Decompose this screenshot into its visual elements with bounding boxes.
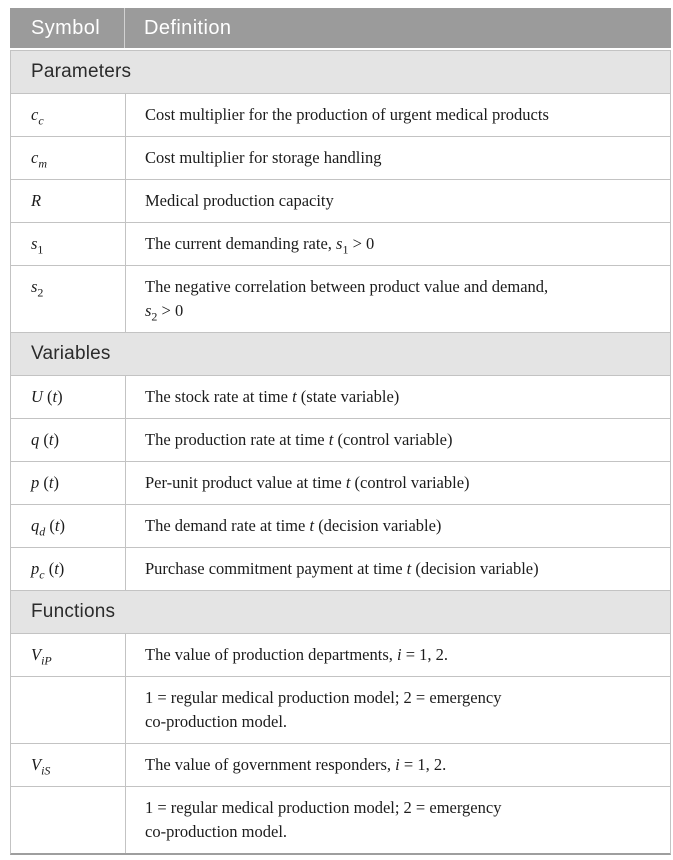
- symbol-cell: p (t): [31, 473, 59, 492]
- symbol-cell: q (t): [31, 430, 59, 449]
- definition-cell: Per-unit product value at time t (control variable): [125, 462, 670, 504]
- table-row: [11, 462, 670, 505]
- table-row: [11, 744, 670, 787]
- symbol-cell: $s_2$: [31, 277, 44, 300]
- table-row: [11, 266, 670, 333]
- symbol-cell: $c_m$: [31, 148, 47, 171]
- section-header-row-variables: Variables: [11, 333, 670, 376]
- definition-cell: The value of government responders, i = 1, 2.: [125, 744, 670, 786]
- table-header-row: [10, 8, 671, 48]
- symbol-cell: U (t): [31, 387, 63, 406]
- table-row: [11, 223, 670, 266]
- symbol-cell: $q_d$ (t): [31, 516, 65, 539]
- table-row: [11, 677, 670, 744]
- definition-cell: The demand rate at time t (decision variable): [125, 505, 670, 547]
- symbol-cell: $V_{iS}$: [31, 755, 51, 778]
- table-row: [11, 180, 670, 223]
- definition-cell: Cost multiplier for storage handling: [125, 137, 670, 179]
- table-row: [11, 787, 670, 853]
- table-row: [11, 94, 670, 137]
- section-header-row-parameters: Parameters: [11, 51, 670, 94]
- definition-cell: Purchase commitment payment at time t (decision variable): [125, 548, 670, 590]
- definition-cell: 1 = regular medical production model; 2 = emergency co-production model.: [125, 787, 670, 853]
- definition-cell: Cost multiplier for the production of urgent medical products: [125, 94, 670, 136]
- table-body: [10, 50, 671, 855]
- section-header-row-functions: Functions: [11, 591, 670, 634]
- column-header-definition: Definition: [124, 8, 671, 48]
- table-row: [11, 634, 670, 677]
- symbol-cell: $p_c$ (t): [31, 559, 65, 582]
- symbol-cell: R: [31, 191, 42, 210]
- definition-cell: Medical production capacity: [125, 180, 670, 222]
- definition-cell: The stock rate at time t (state variable): [125, 376, 670, 418]
- table-row: [11, 505, 670, 548]
- definition-cell: 1 = regular medical production model; 2 = emergency co-production model.: [125, 677, 670, 743]
- table-row: [11, 548, 670, 591]
- symbol-cell: [11, 787, 125, 853]
- column-header-symbol: Symbol: [31, 16, 101, 39]
- table-row: [11, 137, 670, 180]
- symbol-cell: $s_1$: [31, 234, 44, 257]
- symbol-cell: $V_{iP}$: [31, 645, 52, 668]
- table-row: [11, 419, 670, 462]
- definition-cell: The production rate at time t (control variable): [125, 419, 670, 461]
- definition-cell: The current demanding rate, $s_1 > 0$: [125, 223, 670, 265]
- notation-table: [10, 8, 671, 855]
- symbol-cell: $c_c$: [31, 105, 44, 128]
- symbol-cell: [11, 677, 125, 743]
- definition-cell: The value of production departments, i = 1, 2.: [125, 634, 670, 676]
- definition-cell: The negative correlation between product value and demand, $s_2 > 0$: [125, 266, 670, 332]
- table-row: [11, 376, 670, 419]
